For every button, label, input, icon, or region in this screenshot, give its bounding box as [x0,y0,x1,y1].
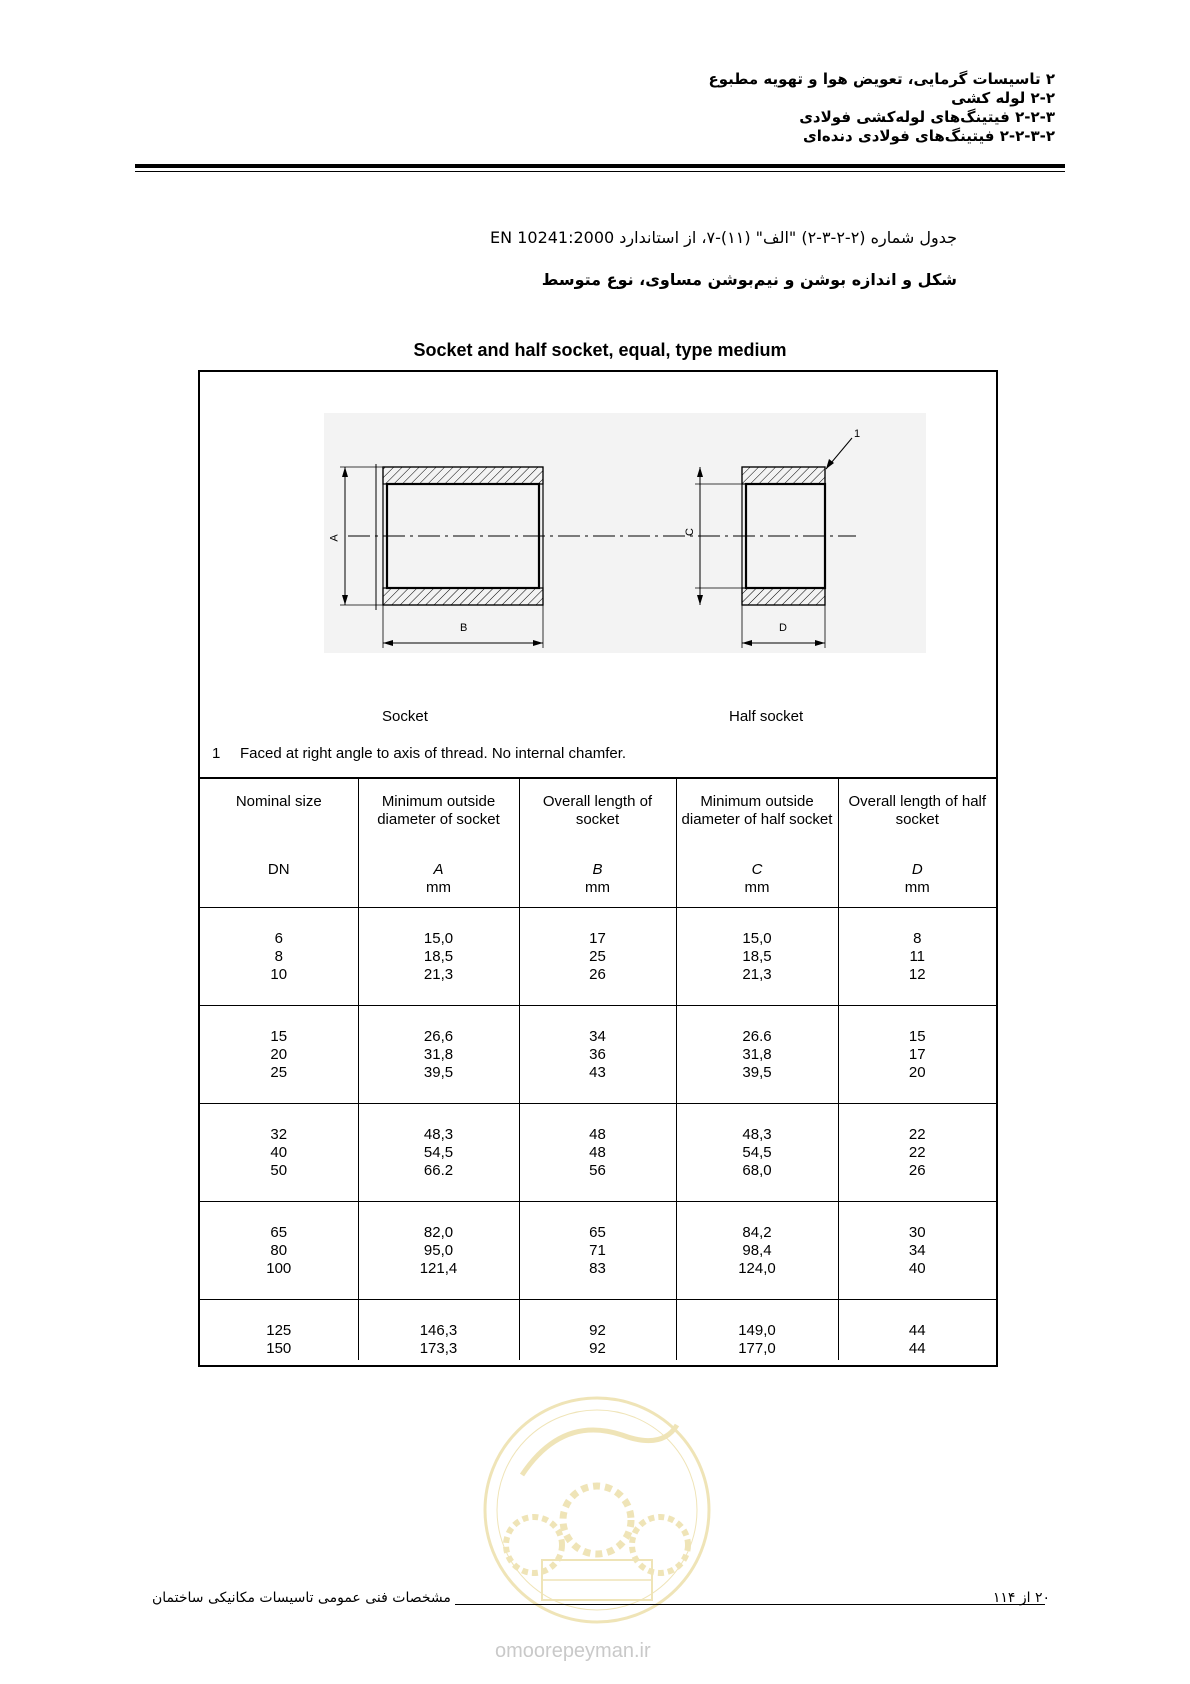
dim-label-c: C [683,528,696,536]
cell-value: 31,8 [742,1046,772,1063]
column-header [519,778,676,908]
table-cell [200,908,358,1006]
cell-value: 54,5 [423,1144,454,1161]
table-cell [358,1006,519,1104]
drawing-background [324,413,926,653]
header-line-1: ۲ تاسیسات گرمایی، تعویض هوا و تهویه مطبوع [708,70,1055,88]
cell-value: 21,3 [742,966,772,983]
cell-value: 43 [589,1064,606,1081]
table-row [200,1104,996,1202]
cell-value: 71 [589,1242,606,1259]
cell-value: 44 [908,1322,926,1339]
cell-value: 20 [908,1064,926,1081]
cell-value: 121,4 [419,1260,458,1277]
cell-value: 40 [908,1260,926,1277]
cell-value: 39,5 [423,1064,454,1081]
dim-label-b: B [460,622,468,634]
header-line-4: ۲-۲-۳-۲ فیتینگ‌های فولادی دنده‌ای [802,127,1055,145]
cell-value: 11 [909,948,926,965]
table-caption: جدول شماره (۲-۲-۳-۲) "الف" (۱۱)-۷، از استاندارد EN 10241:2000 [490,228,957,247]
cell-value: 34 [589,1028,606,1045]
cell-value: 20 [270,1046,288,1063]
cell-value: 12 [908,966,926,983]
column-header-title: Overall length of half socket [848,793,987,828]
half-socket-label: Half socket [729,708,804,725]
column-symbol: DN [267,861,290,878]
column-unit: mm [744,879,770,896]
cell-value: 92 [589,1340,606,1357]
figure-note [212,745,626,762]
table-cell [838,1006,996,1104]
cell-value: 173,3 [419,1340,458,1357]
table-row [200,1006,996,1104]
dim-label-a: A [328,534,341,542]
note-number: 1 [212,745,221,762]
table-cell [838,1104,996,1202]
column-header [358,778,519,908]
cell-value: 22 [908,1126,926,1143]
column-unit: mm [585,879,610,896]
page-number: ۲۰ از ۱۱۴ [992,1590,1050,1606]
table-cell [519,908,676,1006]
table-cell [200,1202,358,1300]
cell-value: 17 [908,1046,926,1063]
cell-value: 21,3 [423,966,454,983]
cell-value: 36 [589,1046,606,1063]
table-cell [676,1202,838,1300]
cell-value: 54,5 [742,1144,772,1161]
table-subcaption: شکل و اندازه بوشن و نیم‌بوشن مساوی، نوع متوسط [541,270,957,289]
table-cell [358,1202,519,1300]
table-cell [519,1006,676,1104]
column-header-symbol [359,861,519,897]
cell-value: 125 [266,1322,292,1339]
column-header-title: Minimum outside diameter of half socket [681,793,833,828]
table-row [200,1300,996,1360]
cell-value: 150 [266,1340,292,1357]
column-header [838,778,996,908]
table-cell [676,1006,838,1104]
cell-value: 48 [589,1144,606,1161]
cell-value: 68,0 [742,1162,772,1179]
note-text: Faced at right angle to axis of thread. No internal chamfer. [240,745,627,762]
table-cell [676,1104,838,1202]
cell-value: 149,0 [738,1322,776,1339]
table-cell [519,1300,676,1360]
figure-area [200,372,996,777]
cell-value: 44 [908,1340,926,1357]
cell-value: 177,0 [738,1340,776,1357]
cell-value: 100 [266,1260,292,1277]
cell-value: 48 [589,1126,606,1143]
socket-drawing [200,372,996,772]
header-rule-thick [135,164,1065,168]
table-row [200,1202,996,1300]
column-header-symbol [200,861,358,879]
header-rule-thin [135,171,1065,172]
column-header [676,778,838,908]
cell-value: 22 [908,1144,926,1161]
cell-value: 15,0 [423,930,454,947]
cell-value: 26 [908,1162,926,1179]
cell-value: 25 [270,1064,288,1081]
column-header-title: Minimum outside diameter of socket [377,793,500,828]
watermark-url: omoorepeyman.ir [495,1640,651,1662]
cell-value: 39,5 [742,1064,772,1081]
cell-value: 80 [270,1242,288,1259]
cell-value: 66.2 [423,1162,454,1179]
table-cell [358,908,519,1006]
cell-value: 26.6 [742,1028,772,1045]
cell-value: 18,5 [742,948,772,965]
column-symbol: A [433,861,444,878]
cell-value: 8 [274,948,283,965]
cell-value: 15 [908,1028,926,1045]
table-cell [519,1104,676,1202]
table-row [200,908,996,1006]
cell-value: 32 [270,1126,288,1143]
column-unit: mm [904,879,930,896]
column-header-symbol [839,861,997,897]
column-symbol: C [751,861,763,878]
column-symbol: D [911,861,923,878]
cell-value: 17 [589,930,606,947]
cell-value: 50 [270,1162,288,1179]
table-cell [838,1300,996,1360]
section-header [708,70,1055,146]
column-header-title: Nominal size [235,793,322,810]
cell-value: 48,3 [423,1126,454,1143]
cell-value: 48,3 [742,1126,772,1143]
cell-value: 15,0 [742,930,772,947]
table-cell [358,1300,519,1360]
cell-value: 26,6 [423,1028,454,1045]
cell-value: 65 [589,1224,606,1241]
header-line-2: ۲-۲ لوله کشی [951,89,1055,107]
cell-value: 146,3 [419,1322,458,1339]
table-header-row [200,778,996,908]
table-title: Socket and half socket, equal, type medium [413,340,787,360]
cell-value: 92 [589,1322,606,1339]
cell-value: 65 [270,1224,288,1241]
socket-label: Socket [382,708,428,725]
cell-value: 31,8 [423,1046,454,1063]
dimensions-table [200,777,996,1360]
cell-value: 84,2 [742,1224,772,1241]
table-cell [838,908,996,1006]
cell-value: 40 [270,1144,288,1161]
cell-value: 124,0 [738,1260,776,1277]
table-cell [676,1300,838,1360]
publisher-seal [482,1395,712,1625]
cell-value: 56 [589,1162,606,1179]
cell-value: 82,0 [423,1224,454,1241]
cell-value: 10 [270,966,288,983]
header-line-3: ۲-۲-۳ فیتینگ‌های لوله‌کشی فولادی [799,108,1055,126]
figure-table-box [198,370,998,1367]
table-cell [200,1300,358,1360]
callout-number: 1 [854,428,861,440]
table-cell [676,908,838,1006]
table-cell [200,1006,358,1104]
column-header-symbol [520,861,676,897]
cell-value: 34 [908,1242,926,1259]
cell-value: 18,5 [423,948,454,965]
column-unit: mm [426,879,451,896]
cell-value: 83 [589,1260,606,1277]
table-cell [358,1104,519,1202]
column-symbol: B [592,861,603,878]
cell-value: 15 [270,1028,288,1045]
cell-value: 95,0 [423,1242,454,1259]
column-header-title: Overall length of socket [542,793,653,828]
cell-value: 25 [589,948,606,965]
column-header [200,778,358,908]
table-cell [200,1104,358,1202]
dim-label-d: D [779,622,787,634]
footer-rule [455,1604,1045,1605]
table-cell [519,1202,676,1300]
cell-value: 98,4 [742,1242,772,1259]
table-cell [838,1202,996,1300]
cell-value: 30 [908,1224,926,1241]
footer-title: مشخصات فنی عمومی تاسیسات مکانیکی ساختمان [152,1590,451,1606]
cell-value: 8 [913,930,922,947]
cell-value: 26 [589,966,606,983]
column-header-symbol [677,861,838,897]
cell-value: 6 [274,930,283,947]
